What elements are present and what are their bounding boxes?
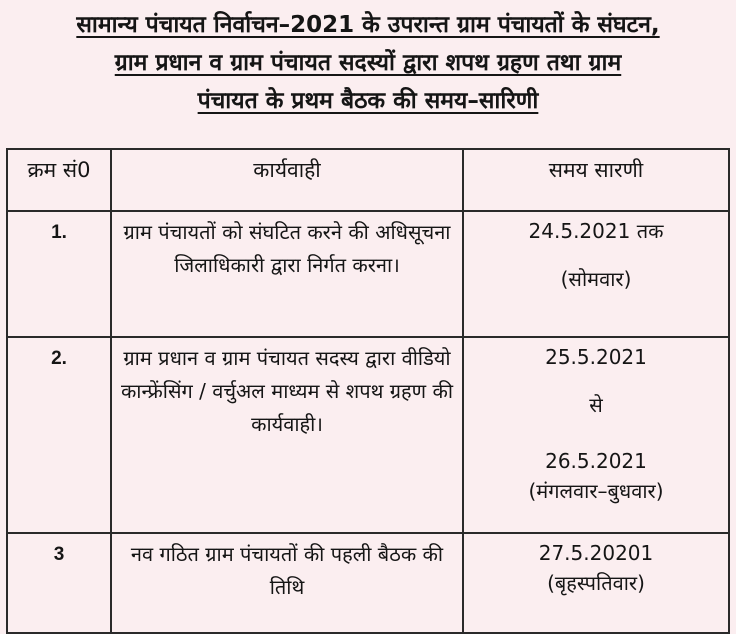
header-schedule: समय सारणी	[463, 149, 729, 211]
row-number: 2.	[7, 337, 111, 533]
header-serial: क्रम सं0	[7, 149, 111, 211]
row-number: 1.	[7, 211, 111, 337]
row-schedule	[463, 211, 729, 337]
schedule-to: से	[589, 393, 603, 417]
row-task: ग्राम पंचायतों को संघटित करने की अधिसूचना जिलाधिकारी द्वारा निर्गत करना।	[111, 211, 463, 337]
title-line-2: ग्राम प्रधान व ग्राम पंचायत सदस्यों द्वारा शपथ ग्रहण तथा ग्राम	[114, 50, 622, 76]
schedule-table	[6, 148, 730, 634]
row-schedule	[463, 533, 729, 633]
schedule-start-date: 25.5.2021	[545, 345, 647, 369]
schedule-end-date: 26.5.2021	[545, 449, 647, 473]
title-line-1: सामान्य पंचायत निर्वाचन–2021 के उपरान्त ग्राम पंचायतों के संघटन,	[76, 12, 660, 38]
row-number: 3	[7, 533, 111, 633]
table-row	[7, 211, 729, 337]
row-task: नव गठित ग्राम पंचायतों की पहली बैठक की तिथि	[111, 533, 463, 633]
schedule-date: 27.5.20201	[538, 541, 654, 565]
table-row	[7, 337, 729, 533]
schedule-days: (मंगलवार–बुधवार)	[528, 479, 664, 503]
document-title	[8, 6, 728, 120]
header-action: कार्यवाही	[111, 149, 463, 211]
schedule-day: (बृहस्पतिवार)	[547, 571, 645, 595]
row-task: ग्राम प्रधान व ग्राम पंचायत सदस्य द्वारा वीडियो कान्फ्रेंसिंग / वर्चुअल माध्यम से शपथ ग्रहण की कार्यवाही।	[111, 337, 463, 533]
title-line-3: पंचायत के प्रथम बैठक की समय–सारिणी	[197, 88, 539, 114]
schedule-date: 24.5.2021 तक	[528, 219, 664, 243]
schedule-day: (सोमवार)	[560, 267, 632, 291]
row-schedule	[463, 337, 729, 533]
table-row	[7, 533, 729, 633]
table-header-row	[7, 149, 729, 211]
